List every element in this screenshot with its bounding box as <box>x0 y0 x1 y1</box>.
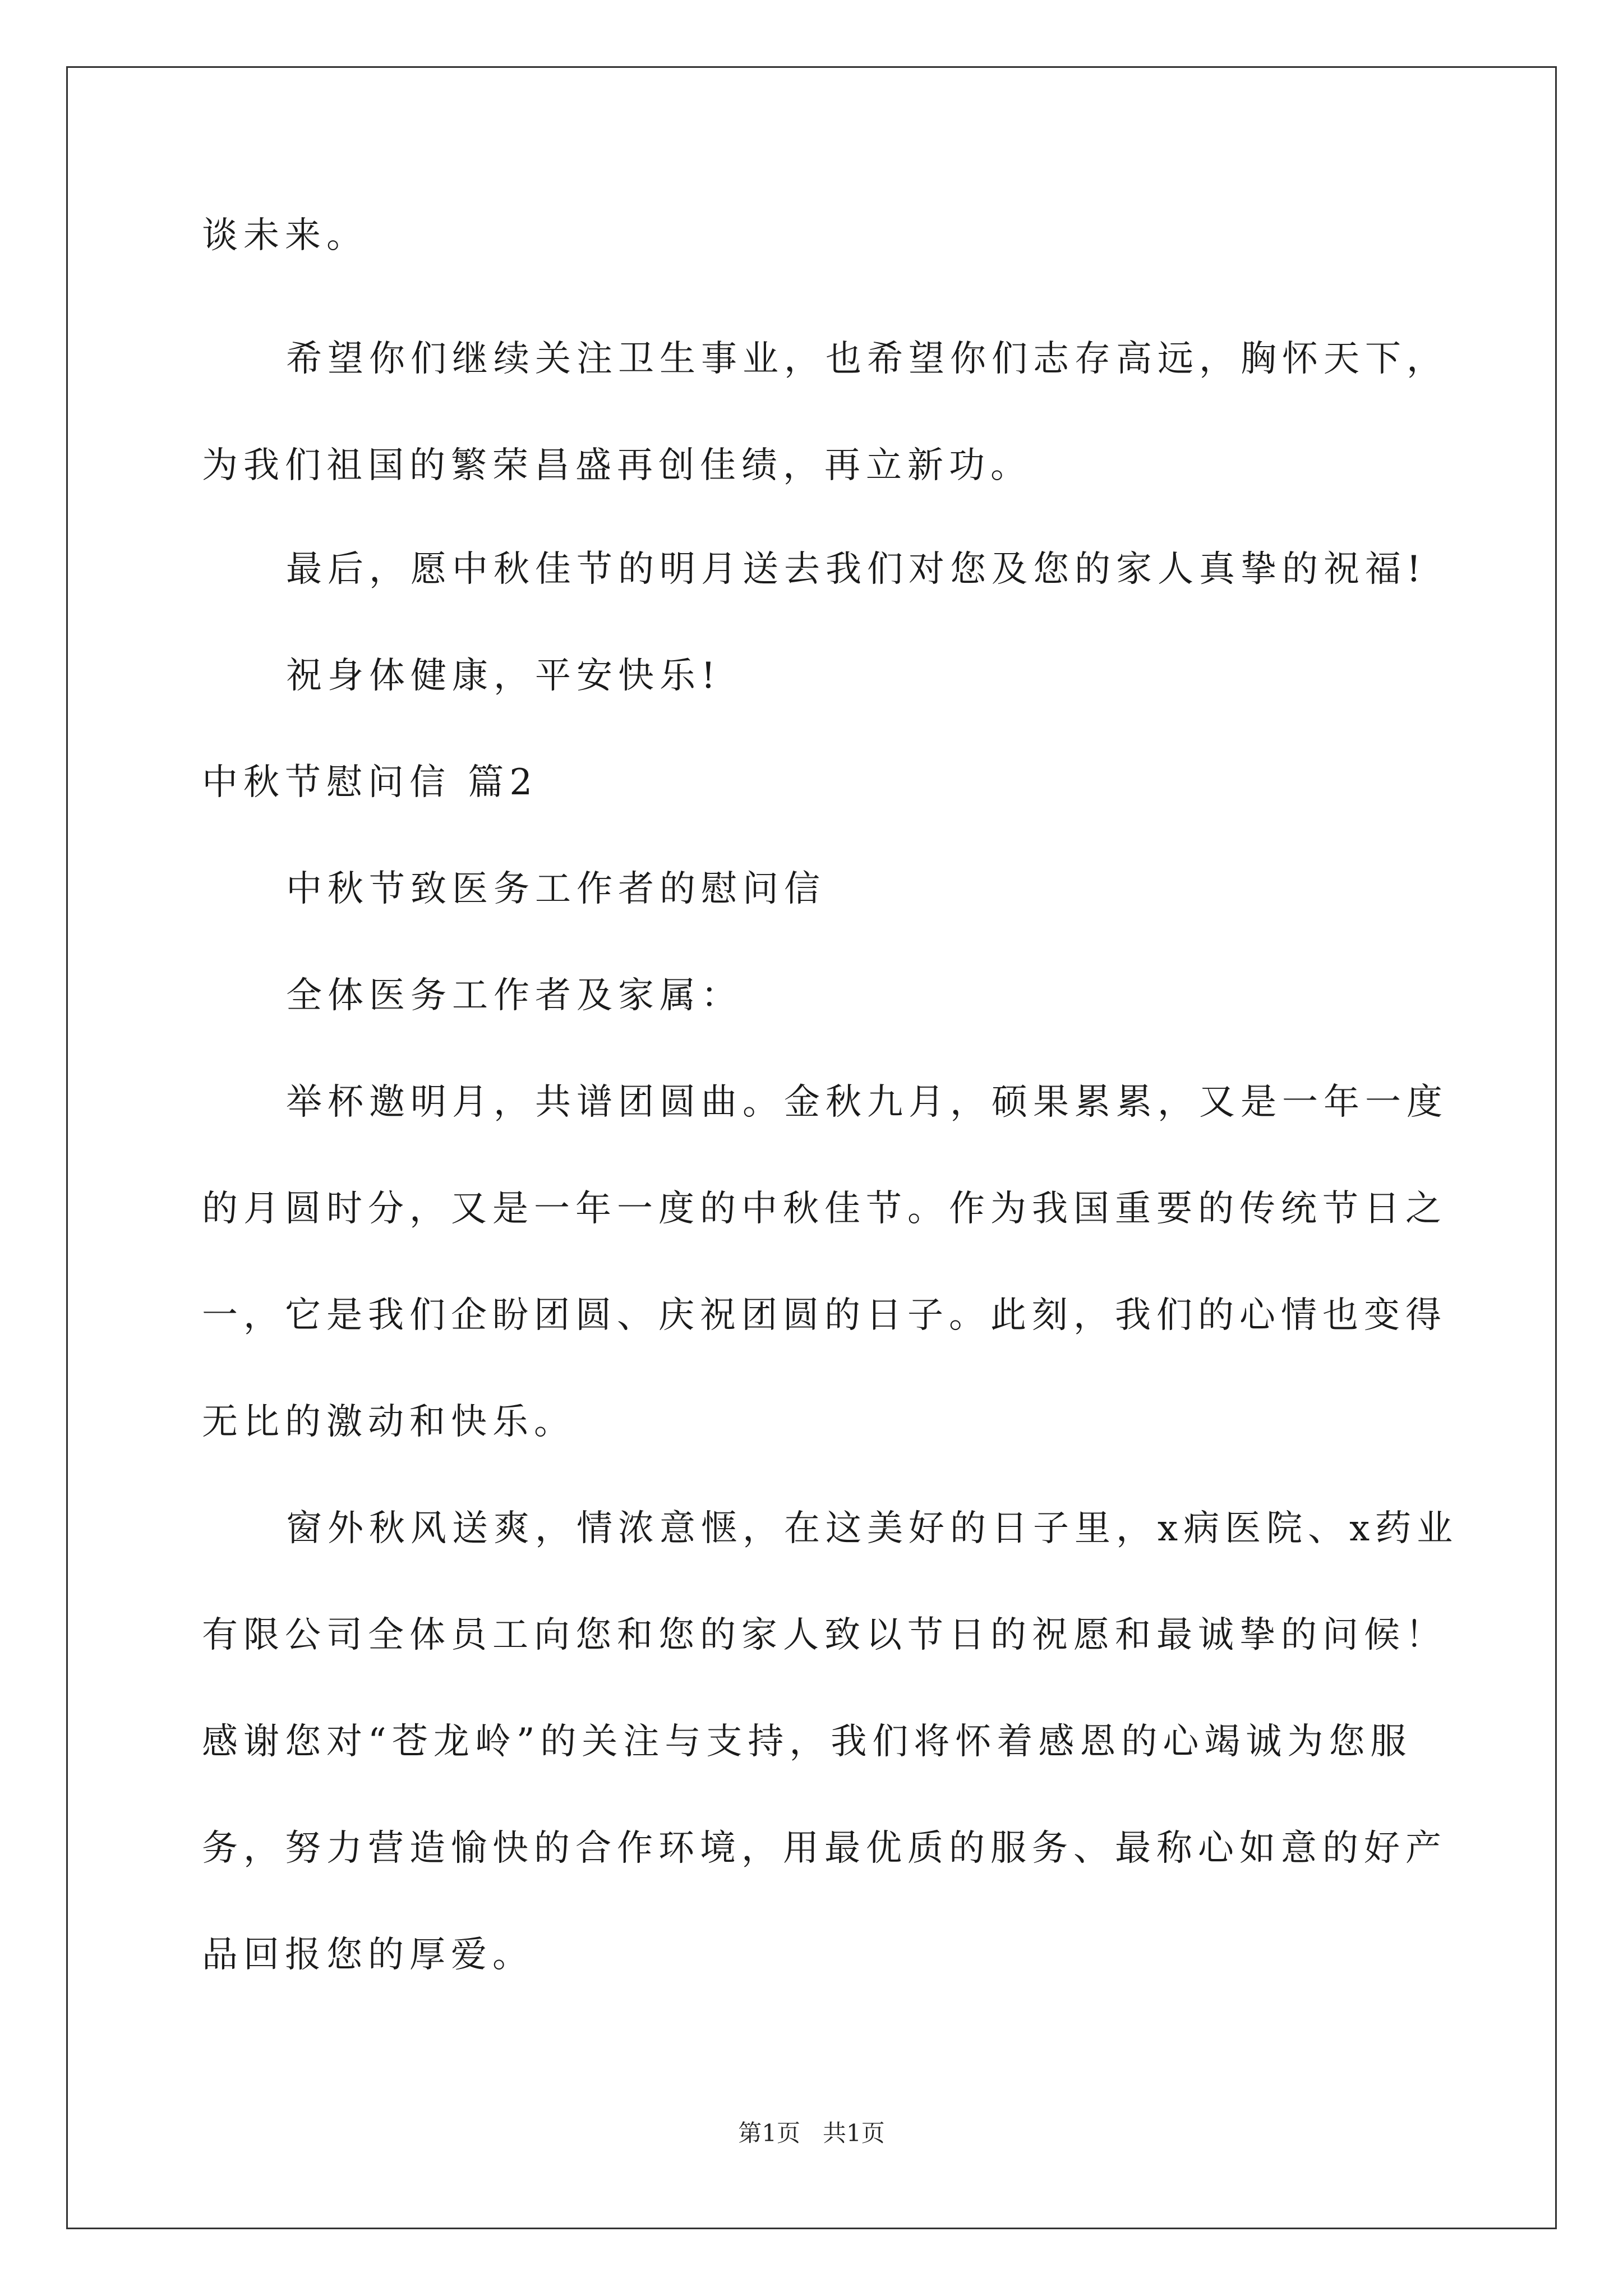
paragraph-line: 一，它是我们企盼团圆、庆祝团圆的日子。此刻，我们的心情也变得 <box>202 1295 1447 1336</box>
paragraph-line: 为我们祖国的繁荣昌盛再创佳绩，再立新功。 <box>202 445 1032 486</box>
paragraph-line: 窗外秋风送爽，情浓意惬，在这美好的日子里，x病医院、x药业 <box>286 1508 1459 1549</box>
paragraph-line: 最后，愿中秋佳节的明月送去我们对您及您的家人真挚的祝福! <box>286 549 1427 590</box>
paragraph-line: 感谢您对“苍龙岭”的关注与支持，我们将怀着感恩的心竭诚为您服 <box>202 1721 1412 1763</box>
paragraph-line: 品回报您的厚爱。 <box>202 1934 534 1976</box>
page-border <box>66 66 1557 2229</box>
letter-title: 中秋节致医务工作者的慰问信 <box>286 868 826 910</box>
paragraph-line: 祝身体健康，平安快乐! <box>286 655 721 697</box>
page-number-footer: 第1页 共1页 <box>738 2119 885 2147</box>
paragraph-line: 举杯邀明月，共谱团圆曲。金秋九月，硕果累累，又是一年一度 <box>286 1082 1448 1123</box>
paragraph-line: 无比的激动和快乐。 <box>202 1401 575 1443</box>
paragraph-line: 谈未来。 <box>202 215 368 256</box>
paragraph-line: 希望你们继续关注卫生事业，也希望你们志存高远，胸怀天下， <box>286 338 1448 380</box>
paragraph-line: 有限公司全体员工向您和您的家人致以节日的祝愿和最诚挚的问候！ <box>202 1614 1447 1656</box>
paragraph-line: 务，努力营造愉快的合作环境，用最优质的服务、最称心如意的好产 <box>202 1828 1447 1869</box>
paragraph-line: 的月圆时分，又是一年一度的中秋佳节。作为我国重要的传统节日之 <box>202 1188 1447 1230</box>
section-heading: 中秋节慰问信 篇2 <box>202 762 538 803</box>
salutation: 全体医务工作者及家属： <box>286 975 743 1016</box>
